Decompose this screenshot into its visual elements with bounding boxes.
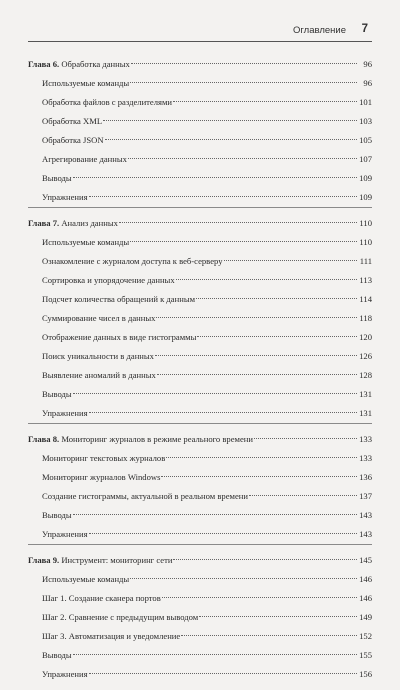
toc-entry[interactable] bbox=[28, 665, 372, 684]
toc-entry-title: Используемые команды bbox=[42, 574, 130, 584]
toc-entry-page-number: 136 bbox=[359, 472, 372, 482]
toc-entry[interactable] bbox=[28, 188, 372, 207]
toc-entry-page-number: 146 bbox=[359, 574, 372, 584]
chapter-title: Инструмент: мониторинг сети bbox=[61, 555, 173, 565]
toc-entry[interactable] bbox=[28, 150, 372, 169]
dot-leader bbox=[197, 336, 357, 337]
dot-leader bbox=[89, 196, 357, 197]
dot-leader bbox=[162, 597, 357, 598]
toc-entry[interactable] bbox=[28, 328, 372, 347]
dot-leader bbox=[105, 139, 357, 140]
dot-leader bbox=[156, 317, 357, 318]
toc-entry[interactable] bbox=[28, 347, 372, 366]
toc-entry-title: Суммирование чисел в данных bbox=[42, 313, 156, 323]
dot-leader bbox=[73, 514, 357, 515]
dot-leader bbox=[103, 120, 357, 121]
chapter-entry[interactable] bbox=[28, 551, 372, 570]
dot-leader bbox=[130, 241, 357, 242]
chapter-section bbox=[28, 551, 372, 684]
toc-entry[interactable] bbox=[28, 93, 372, 112]
chapter-entry[interactable] bbox=[28, 430, 372, 449]
chapter-page-number: 96 bbox=[363, 59, 372, 69]
chapter-title: Мониторинг журналов в режиме реального времени bbox=[61, 434, 253, 444]
dot-leader bbox=[89, 673, 357, 674]
dot-leader bbox=[130, 578, 357, 579]
toc-entry-title: Выводы bbox=[42, 173, 72, 183]
toc-entry[interactable] bbox=[28, 252, 372, 271]
dot-leader bbox=[199, 616, 357, 617]
toc-entry[interactable] bbox=[28, 627, 372, 646]
toc-entry-title: Создание гистограммы, актуальной в реальном времени bbox=[42, 491, 248, 501]
dot-leader bbox=[73, 654, 357, 655]
dot-leader bbox=[73, 177, 357, 178]
toc-entry[interactable] bbox=[28, 570, 372, 589]
dot-leader bbox=[89, 412, 357, 413]
toc-entry-page-number: 96 bbox=[363, 78, 372, 88]
dot-leader bbox=[173, 559, 357, 560]
toc-entry[interactable] bbox=[28, 74, 372, 93]
toc-entry[interactable] bbox=[28, 131, 372, 150]
chapter-page-number: 133 bbox=[359, 434, 372, 444]
dot-leader bbox=[155, 355, 357, 356]
chapter-number: Глава 9. bbox=[28, 555, 60, 565]
toc-entry-page-number: 133 bbox=[359, 453, 372, 463]
chapter-entry[interactable] bbox=[28, 214, 372, 233]
toc-entry-page-number: 114 bbox=[359, 294, 372, 304]
chapter-title: Анализ данных bbox=[61, 218, 118, 228]
dot-leader bbox=[176, 279, 357, 280]
toc-entry-title: Сортировка и упорядочение данных bbox=[42, 275, 175, 285]
page-number: 7 bbox=[361, 23, 368, 35]
toc-entry-title: Выводы bbox=[42, 510, 72, 520]
toc-entry-page-number: 143 bbox=[359, 529, 372, 539]
toc-entry[interactable] bbox=[28, 608, 372, 627]
toc-entry-page-number: 156 bbox=[359, 669, 372, 679]
toc-entry-title: Агрегирование данных bbox=[42, 154, 127, 164]
toc-entry[interactable] bbox=[28, 525, 372, 544]
toc-entry[interactable] bbox=[28, 468, 372, 487]
toc-entry[interactable] bbox=[28, 385, 372, 404]
chapter-number: Глава 7. bbox=[28, 218, 60, 228]
toc-entry[interactable] bbox=[28, 309, 372, 328]
table-of-contents bbox=[28, 55, 372, 690]
toc-entry-page-number: 118 bbox=[359, 313, 372, 323]
toc-entry-title: Используемые команды bbox=[42, 237, 130, 247]
toc-entry[interactable] bbox=[28, 449, 372, 468]
toc-entry[interactable] bbox=[28, 233, 372, 252]
toc-entry-title: Поиск уникальности в данных bbox=[42, 351, 154, 361]
toc-entry-title: Мониторинг текстовых журналов bbox=[42, 453, 166, 463]
dot-leader bbox=[119, 222, 357, 223]
dot-leader bbox=[128, 158, 357, 159]
toc-entry-title: Обработка XML bbox=[42, 116, 103, 126]
chapter-title: Обработка данных bbox=[61, 59, 130, 69]
toc-entry-page-number: 131 bbox=[359, 389, 372, 399]
toc-entry-page-number: 137 bbox=[359, 491, 372, 501]
running-head bbox=[28, 24, 372, 38]
toc-entry[interactable] bbox=[28, 169, 372, 188]
toc-entry-title: Упражнения bbox=[42, 192, 88, 202]
chapter-section bbox=[28, 214, 372, 424]
toc-entry-page-number: 107 bbox=[359, 154, 372, 164]
toc-entry-title: Упражнения bbox=[42, 408, 88, 418]
dot-leader bbox=[130, 82, 357, 83]
toc-entry-page-number: 149 bbox=[359, 612, 372, 622]
toc-entry-title: Подсчет количества обращений к данным bbox=[42, 294, 196, 304]
toc-entry-title: Шаг 2. Сравнение с предыдущим выводом bbox=[42, 612, 199, 622]
toc-entry-title: Шаг 3. Автоматизация и уведомление bbox=[42, 631, 181, 641]
toc-entry-page-number: 103 bbox=[359, 116, 372, 126]
dot-leader bbox=[224, 260, 358, 261]
header-rule bbox=[28, 41, 372, 42]
toc-entry-title: Выявление аномалий в данных bbox=[42, 370, 156, 380]
toc-entry-page-number: 109 bbox=[359, 192, 372, 202]
dot-leader bbox=[196, 298, 357, 299]
toc-entry-title: Упражнения bbox=[42, 669, 88, 679]
chapter-number: Глава 8. bbox=[28, 434, 60, 444]
toc-entry-title: Отображение данных в виде гистограммы bbox=[42, 332, 197, 342]
toc-entry-title: Выводы bbox=[42, 650, 72, 660]
dot-leader bbox=[173, 101, 357, 102]
toc-entry[interactable] bbox=[28, 589, 372, 608]
toc-entry[interactable] bbox=[28, 290, 372, 309]
toc-entry[interactable] bbox=[28, 487, 372, 506]
chapter-page-number: 145 bbox=[359, 555, 372, 565]
dot-leader bbox=[157, 374, 357, 375]
toc-entry-page-number: 101 bbox=[359, 97, 372, 107]
dot-leader bbox=[254, 438, 357, 439]
dot-leader bbox=[73, 393, 357, 394]
toc-entry-page-number: 111 bbox=[359, 256, 372, 266]
toc-entry-page-number: 113 bbox=[359, 275, 372, 285]
toc-entry-title: Выводы bbox=[42, 389, 72, 399]
toc-entry-title: Шаг 1. Создание сканера портов bbox=[42, 593, 161, 603]
dot-leader bbox=[166, 457, 357, 458]
toc-entry-page-number: 152 bbox=[359, 631, 372, 641]
chapter-page-number: 110 bbox=[359, 218, 372, 228]
toc-entry-page-number: 128 bbox=[359, 370, 372, 380]
toc-entry-title: Ознакомление с журналом доступа к веб-серверу bbox=[42, 256, 223, 266]
chapter-section bbox=[28, 55, 372, 208]
dot-leader bbox=[89, 533, 357, 534]
toc-entry-title: Обработка JSON bbox=[42, 135, 104, 145]
dot-leader bbox=[181, 635, 357, 636]
chapter-section bbox=[28, 430, 372, 545]
toc-entry-page-number: 109 bbox=[359, 173, 372, 183]
toc-entry-page-number: 120 bbox=[359, 332, 372, 342]
toc-entry-page-number: 126 bbox=[359, 351, 372, 361]
toc-entry[interactable] bbox=[28, 366, 372, 385]
toc-entry[interactable] bbox=[28, 404, 372, 423]
toc-entry-title: Мониторинг журналов Windows bbox=[42, 472, 161, 482]
toc-entry-page-number: 155 bbox=[359, 650, 372, 660]
toc-entry-title: Упражнения bbox=[42, 529, 88, 539]
toc-entry-title: Обработка файлов с разделителями bbox=[42, 97, 173, 107]
toc-entry-page-number: 131 bbox=[359, 408, 372, 418]
toc-entry-page-number: 110 bbox=[359, 237, 372, 247]
running-head-title: Оглавление bbox=[293, 25, 346, 36]
toc-entry[interactable] bbox=[28, 506, 372, 525]
toc-entry-page-number: 146 bbox=[359, 593, 372, 603]
dot-leader bbox=[249, 495, 357, 496]
toc-entry-title: Используемые команды bbox=[42, 78, 130, 88]
chapter-entry[interactable] bbox=[28, 55, 372, 74]
toc-entry[interactable] bbox=[28, 271, 372, 290]
toc-entry-page-number: 105 bbox=[359, 135, 372, 145]
toc-entry[interactable] bbox=[28, 112, 372, 131]
dot-leader bbox=[131, 63, 357, 64]
dot-leader bbox=[161, 476, 357, 477]
chapter-number: Глава 6. bbox=[28, 59, 60, 69]
toc-entry[interactable] bbox=[28, 646, 372, 665]
toc-entry-page-number: 143 bbox=[359, 510, 372, 520]
